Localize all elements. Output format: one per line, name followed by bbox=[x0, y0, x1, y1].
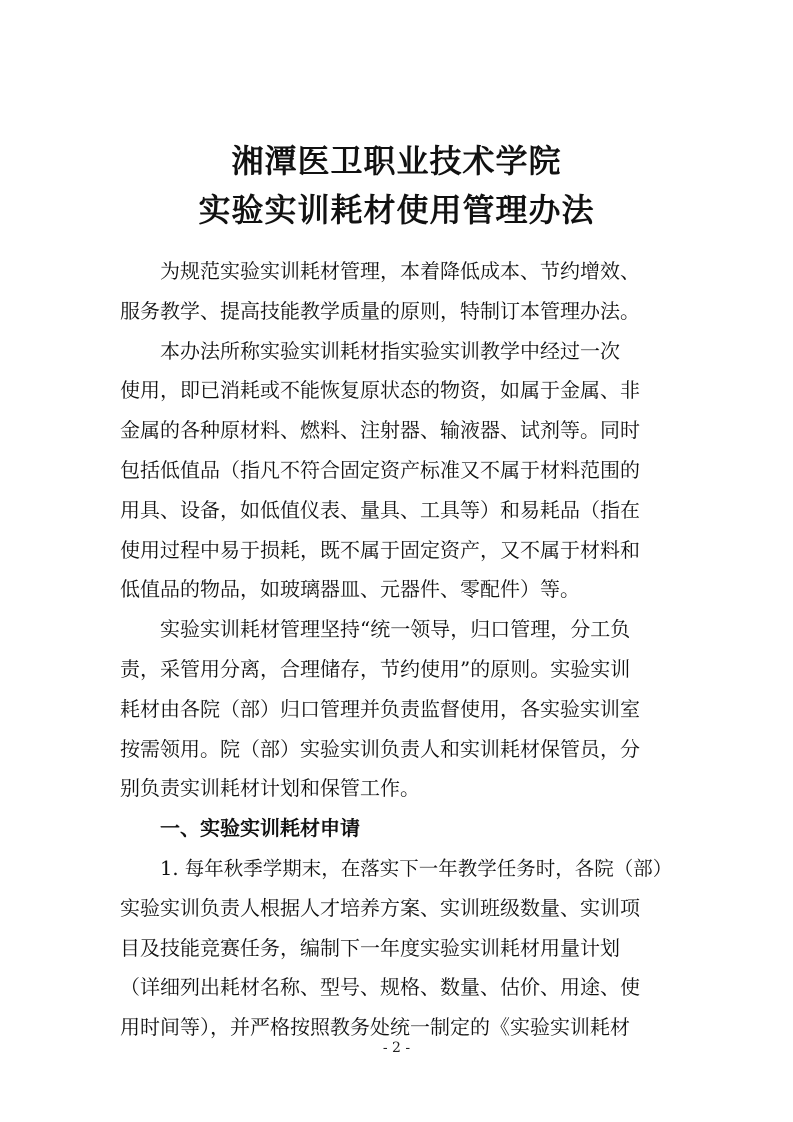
document-title-line1: 湘潭医卫职业技术学院 bbox=[231, 142, 562, 180]
paragraph-line: 包括低值品（指凡不符合固定资产标准又不属于材料范围的 bbox=[120, 457, 640, 482]
paragraph-line: 服务教学、提高技能教学质量的原则，特制订本管理办法。 bbox=[120, 298, 640, 323]
section-heading: 一、实验实训耗材申请 bbox=[160, 816, 360, 841]
paragraph-line: 按需领用。院（部）实验实训负责人和实训耗材保管员，分 bbox=[120, 736, 640, 761]
paragraph-line: 为规范实验实训耗材管理，本着降低成本、节约增效、 bbox=[160, 259, 640, 283]
paragraph-line: 用时间等），并严格按照教务处统一制定的《实验实训耗材 bbox=[120, 1015, 630, 1040]
paragraph-line: 使用，即已消耗或不能恢复原状态的物资，如属于金属、非 bbox=[120, 378, 640, 403]
paragraph-line: 实验实训负责人根据人才培养方案、实训班级数量、实训项 bbox=[120, 895, 640, 920]
paragraph-line: （详细列出耗材名称、型号、规格、数量、估价、用途、使 bbox=[120, 975, 640, 1000]
paragraph-line: 耗材由各院（部）归口管理并负责监督使用，各实验实训室 bbox=[120, 696, 640, 721]
paragraph-line: 实验实训耗材管理坚持“统一领导，归口管理，分工负 bbox=[160, 617, 631, 642]
paragraph-line: 使用过程中易于损耗，既不属于固定资产，又不属于材料和 bbox=[120, 537, 640, 562]
document-title-line2: 实验实训耗材使用管理办法 bbox=[198, 191, 595, 229]
paragraph-line: 别负责实训耗材计划和保管工作。 bbox=[120, 776, 420, 801]
paragraph-line: 目及技能竞赛任务，编制下一年度实验实训耗材用量计划 bbox=[120, 935, 620, 960]
paragraph-line: 用具、设备，如低值仪表、量具、工具等）和易耗品（指在 bbox=[120, 497, 640, 522]
document-body bbox=[120, 252, 680, 1048]
paragraph-line: 本办法所称实验实训耗材指实验实训教学中经过一次 bbox=[160, 338, 620, 363]
paragraph-line: 低值品的物品，如玻璃器皿、元器件、零配件）等。 bbox=[120, 577, 580, 602]
paragraph-line: 金属的各种原材料、燃料、注射器、输液器、试剂等。同时 bbox=[120, 418, 640, 443]
paragraph-line: 责，采管用分离，合理储存，节约使用”的原则。实验实训 bbox=[120, 656, 631, 681]
page-number: - 2 - bbox=[382, 1040, 411, 1056]
paragraph-line: 1. 每年秋季学期末，在落实下一年教学任务时，各院（部） bbox=[160, 856, 673, 880]
